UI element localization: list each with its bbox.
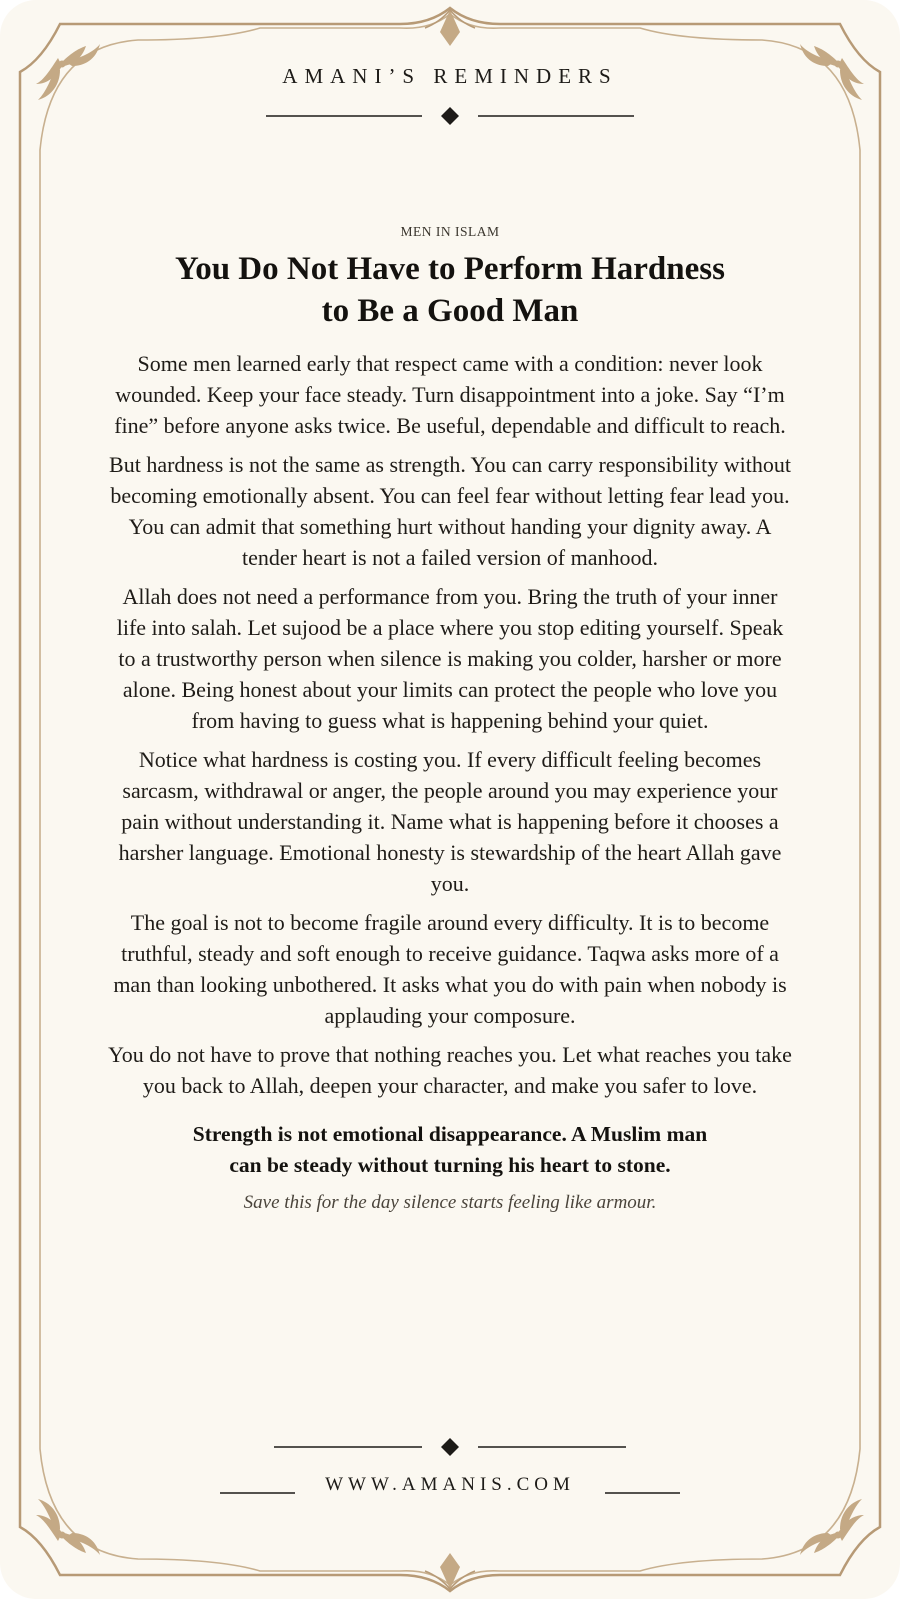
footer-divider	[274, 1438, 626, 1456]
brand-title: AMANI’S REMINDERS	[282, 64, 618, 88]
paragraph-6: You do not have to prove that nothing reaches you. Let what reaches you take you back to Allah, deepen your character, and make you safer to love.	[108, 1042, 792, 1098]
article	[108, 224, 792, 1217]
paragraph-2: But hardness is not the same as strength. You can carry responsibility without becoming emotionally absent. You can feel fear without letting fear lead you. You can admit that something hurt without handing your dignity away. A tender heart is not a failed version of manhood.	[109, 452, 791, 570]
top-ornament-icon	[425, 10, 475, 46]
paragraph-5: The goal is not to become fragile around every difficulty. It is to become truthful, steady and soft enough to receive guidance. Taqwa asks more of a man than looking unbothered. It asks what you do with pain when nobody is applauding your composure.	[113, 910, 787, 1028]
bottom-ornament-icon	[425, 1553, 475, 1589]
save-note: Save this for the day silence starts feeling like armour.	[243, 1192, 657, 1213]
category-label: MEN IN ISLAM	[400, 224, 500, 239]
paragraph-1: Some men learned early that respect came with a condition: never look wounded. Keep your face steady. Turn disappointment into a joke. Say “I’m fine” before anyone asks twice. Be useful, dependable and difficult to reach.	[114, 351, 786, 438]
website-url[interactable]: WWW.AMANIS.COM	[325, 1474, 575, 1495]
title-line-2: to Be a Good Man	[321, 293, 579, 329]
closing-statement	[108, 1119, 792, 1181]
title-line-1: You Do Not Have to Perform Hardness	[175, 251, 725, 287]
paragraph-3: Allah does not need a performance from you. Bring the truth of your inner life into salah. Let sujood be a place where you stop editing yourself. Speak to a trustworthy person when silence is making you colder, harsher or more alone. Being honest about your limits can protect the people who love you from having to guess what is happening behind your quiet.	[116, 584, 784, 733]
closing-line-1: Strength is not emotional disappearance. A Muslim man	[192, 1122, 708, 1146]
closing-line-2: can be steady without turning his heart to stone.	[229, 1153, 671, 1177]
paragraph-4: Notice what hardness is costing you. If every difficult feeling becomes sarcasm, withdrawal or anger, the people around you may experience your pain without understanding it. Name what is happening before it chooses a harsher language. Emotional honesty is stewardship of the heart Allah gave you.	[118, 747, 782, 896]
header-divider	[266, 107, 634, 125]
article-title	[108, 248, 792, 332]
